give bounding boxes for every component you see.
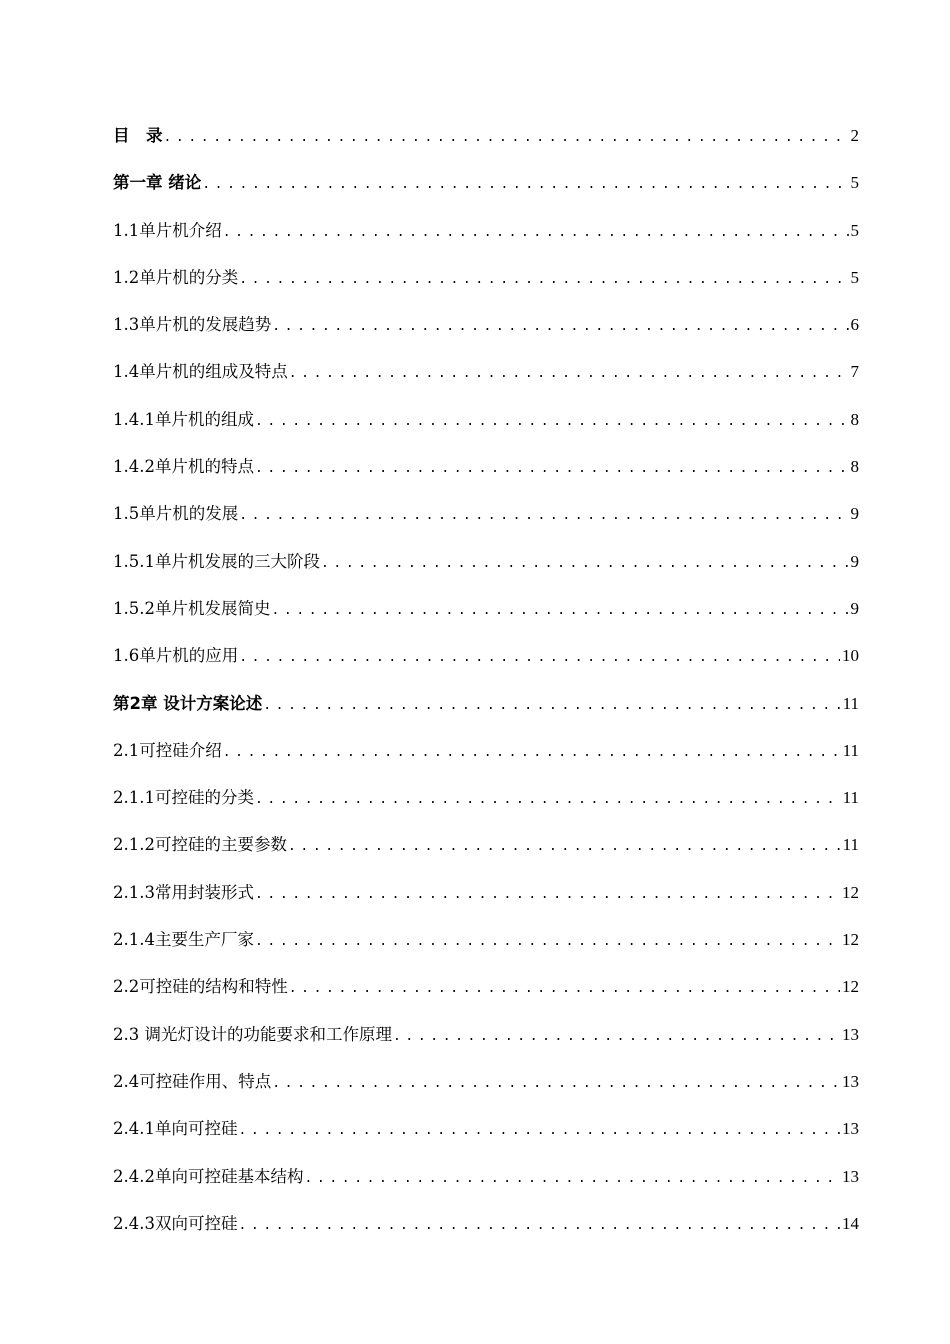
dot-leader: [288, 833, 841, 861]
toc-entry-page: 5: [850, 220, 859, 240]
toc-entry-title: 2.3 调光灯设计的功能要求和工作原理: [113, 1024, 392, 1044]
toc-entry-page: 2: [850, 126, 859, 145]
toc-entry-title: 2.1可控硅介绍: [113, 740, 222, 760]
toc-entry-title: 2.4可控硅作用、特点: [113, 1071, 272, 1091]
toc-entry-page: 7: [850, 362, 859, 382]
toc-entry-page: 11: [842, 693, 859, 713]
dot-leader: [238, 1117, 840, 1145]
toc-entry-page: 9: [850, 504, 859, 524]
toc-entry-page: 10: [842, 646, 859, 666]
toc-entry-page: 5: [850, 173, 859, 193]
toc-entry-page: 11: [842, 788, 859, 808]
toc-entry-title: 1.4.2单片机的特点: [113, 457, 254, 477]
toc-entry-title: 1.2单片机的分类: [113, 267, 239, 287]
dot-leader: [239, 266, 848, 294]
toc-entry-title: 1.6单片机的应用: [113, 646, 239, 666]
dot-leader: [263, 692, 840, 720]
dot-leader: [289, 360, 849, 388]
toc-entry-title: 2.4.2单向可控硅基本结构: [113, 1166, 304, 1186]
toc-entry: [113, 311, 859, 358]
table-of-contents: [113, 122, 859, 1257]
toc-entry: [113, 973, 859, 1020]
toc-entry-title: 1.5.2单片机发展简史: [113, 598, 271, 618]
toc-entry: [113, 500, 859, 547]
toc-entry: [113, 548, 859, 595]
toc-entry-title: 第一章 绪论: [113, 173, 202, 193]
dot-leader: [271, 597, 848, 625]
toc-entry-title: 2.1.2可控硅的主要参数: [113, 835, 287, 855]
toc-entry-page: 13: [842, 1024, 859, 1044]
toc-entry: [113, 406, 859, 453]
toc-entry-title: 1.5单片机的发展: [113, 504, 239, 524]
toc-entry: [113, 1163, 859, 1210]
toc-entry: [113, 169, 859, 216]
toc-entry-title: 2.4.1单向可控硅: [113, 1119, 238, 1139]
toc-entry: [113, 595, 859, 642]
dot-leader: [272, 313, 848, 341]
toc-entry: [113, 642, 859, 689]
toc-entry: [113, 690, 859, 737]
toc-entry: [113, 1021, 859, 1068]
toc-entry-page: 9: [850, 551, 859, 571]
toc-entry-title: 2.1.3常用封装形式: [113, 882, 254, 902]
toc-entry-page: 12: [842, 977, 859, 997]
toc-entry-title: 2.4.3双向可控硅: [113, 1213, 238, 1233]
toc-entry-title: 第2章 设计方案论述: [113, 693, 263, 713]
dot-leader: [255, 928, 840, 956]
toc-entry-page: 13: [842, 1166, 859, 1186]
toc-entry-page: 8: [850, 457, 859, 477]
toc-entry-page: 14: [842, 1213, 859, 1233]
toc-entry: [113, 453, 859, 500]
toc-entry-page: 11: [842, 740, 859, 760]
dot-leader: [223, 219, 849, 247]
toc-entry: [113, 217, 859, 264]
toc-entry-page: 12: [842, 882, 859, 902]
dot-leader: [393, 1023, 840, 1051]
toc-entry: [113, 1068, 859, 1115]
dot-leader: [164, 124, 849, 152]
toc-entry-title: 目 录: [113, 126, 163, 145]
toc-entry-page: 5: [850, 267, 859, 287]
dot-leader: [238, 1212, 840, 1240]
toc-entry: [113, 264, 859, 311]
toc-entry-title: 1.3单片机的发展趋势: [113, 315, 272, 335]
dot-leader: [255, 881, 840, 909]
toc-entry-page: 6: [850, 315, 859, 335]
toc-entry-title: 2.1.4主要生产厂家: [113, 930, 254, 950]
toc-entry-page: 9: [850, 598, 859, 618]
dot-leader: [223, 739, 841, 767]
toc-entry: [113, 831, 859, 878]
dot-leader: [272, 1070, 840, 1098]
toc-entry-page: 13: [842, 1071, 859, 1091]
toc-entry-title: 2.1.1可控硅的分类: [113, 788, 254, 808]
toc-entry: [113, 784, 859, 831]
dot-leader: [321, 550, 849, 578]
dot-leader: [255, 786, 841, 814]
toc-entry-title: 1.4单片机的组成及特点: [113, 362, 288, 382]
dot-leader: [202, 171, 848, 199]
toc-entry: [113, 1210, 859, 1257]
toc-entry: [113, 358, 859, 405]
toc-entry-page: 12: [842, 930, 859, 950]
toc-entry-page: 13: [842, 1119, 859, 1139]
toc-entry: [113, 1115, 859, 1162]
toc-entry-title: 1.4.1单片机的组成: [113, 409, 254, 429]
toc-entry-title: 1.5.1单片机发展的三大阶段: [113, 551, 320, 571]
toc-entry: [113, 879, 859, 926]
toc-entry: [113, 926, 859, 973]
dot-leader: [255, 408, 849, 436]
toc-entry: [113, 737, 859, 784]
dot-leader: [239, 644, 840, 672]
dot-leader: [255, 455, 849, 483]
dot-leader: [304, 1165, 840, 1193]
toc-entry-page: 11: [842, 835, 859, 855]
dot-leader: [239, 502, 848, 530]
toc-entry-title: 1.1单片机介绍: [113, 220, 222, 240]
dot-leader: [289, 975, 840, 1003]
toc-entry-title: 2.2可控硅的结构和特性: [113, 977, 288, 997]
toc-entry: [113, 122, 859, 169]
toc-entry-page: 8: [850, 409, 859, 429]
